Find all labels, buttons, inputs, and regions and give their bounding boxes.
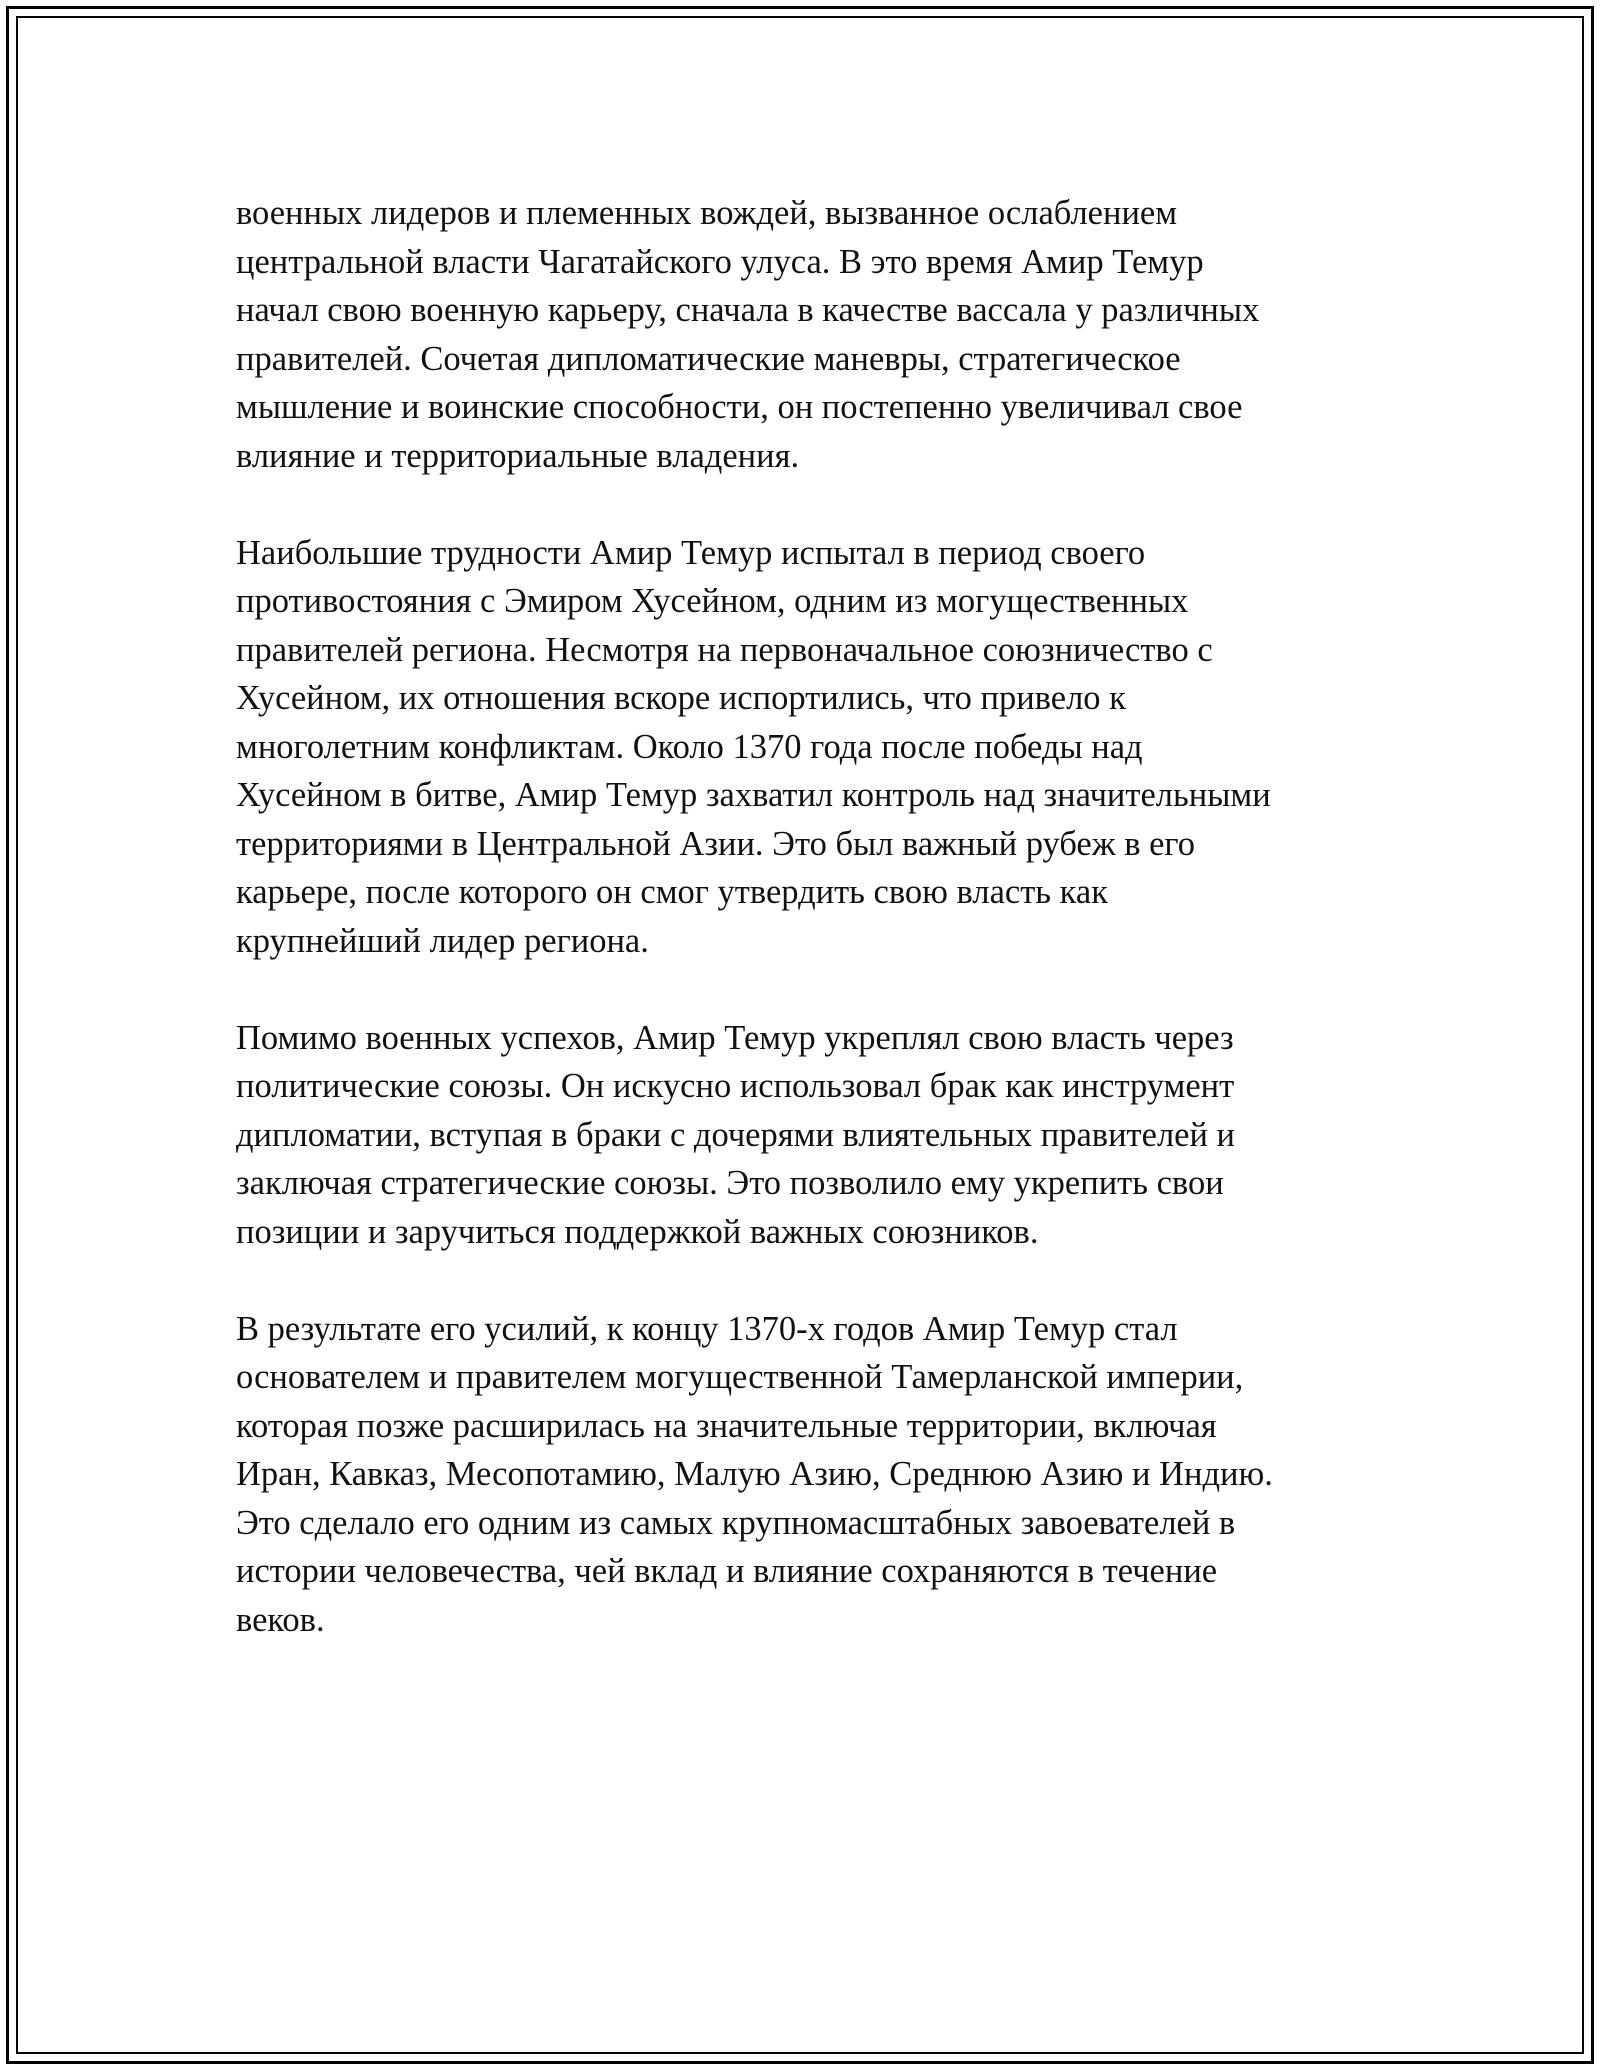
paragraph: Наибольшие трудности Амир Темур испытал в период своего противостояния с Эмиром Хусейном, одним из могущественных правителей региона. Несмотря на первоначальное союзничество с Хусейном, их отношения вскоре испортились, что привело к многолетним конфликтам. Около 1370 года после победы над Хусейном в битве, Амир Темур захватил контроль над значительными территориями в Центральной Азии. Это был важный рубеж в его карьере, после которого он смог утвердить свою власть как крупнейший лидер региона. <box>236 533 1271 960</box>
document-body <box>236 189 1366 1644</box>
paragraph: Помимо военных успехов, Амир Темур укреплял свою власть через политические союзы. Он искусно использовал брак как инструмент дипломатии, вступая в браки с дочерями влиятельных правителей и заключая стратегические союзы. Это позволило ему укрепить свои позиции и заручиться поддержкой важных союзников. <box>236 1018 1236 1251</box>
paragraph: В результате его усилий, к концу 1370-х годов Амир Темур стал основателем и правителем могущественной Тамерланской империи, которая позже расширилась на значительные территории, включая Иран, Кавказ, Месопотамию, Малую Азию, Среднюю Азию и Индию. Это сделало его одним из самых крупномасштабных завоевателей в истории человечества, чей вклад и влияние сохраняются в течение веков. <box>236 1309 1273 1639</box>
paragraph: военных лидеров и племенных вождей, вызванное ослаблением центральной власти Чагатайского улуса. В это время Амир Темур начал свою военную карьеру, сначала в качестве вассала у различных правителей. Сочетая дипломатические маневры, стратегическое мышление и воинские способности, он постепенно увеличивал свое влияние и территориальные владения. <box>236 194 1260 475</box>
